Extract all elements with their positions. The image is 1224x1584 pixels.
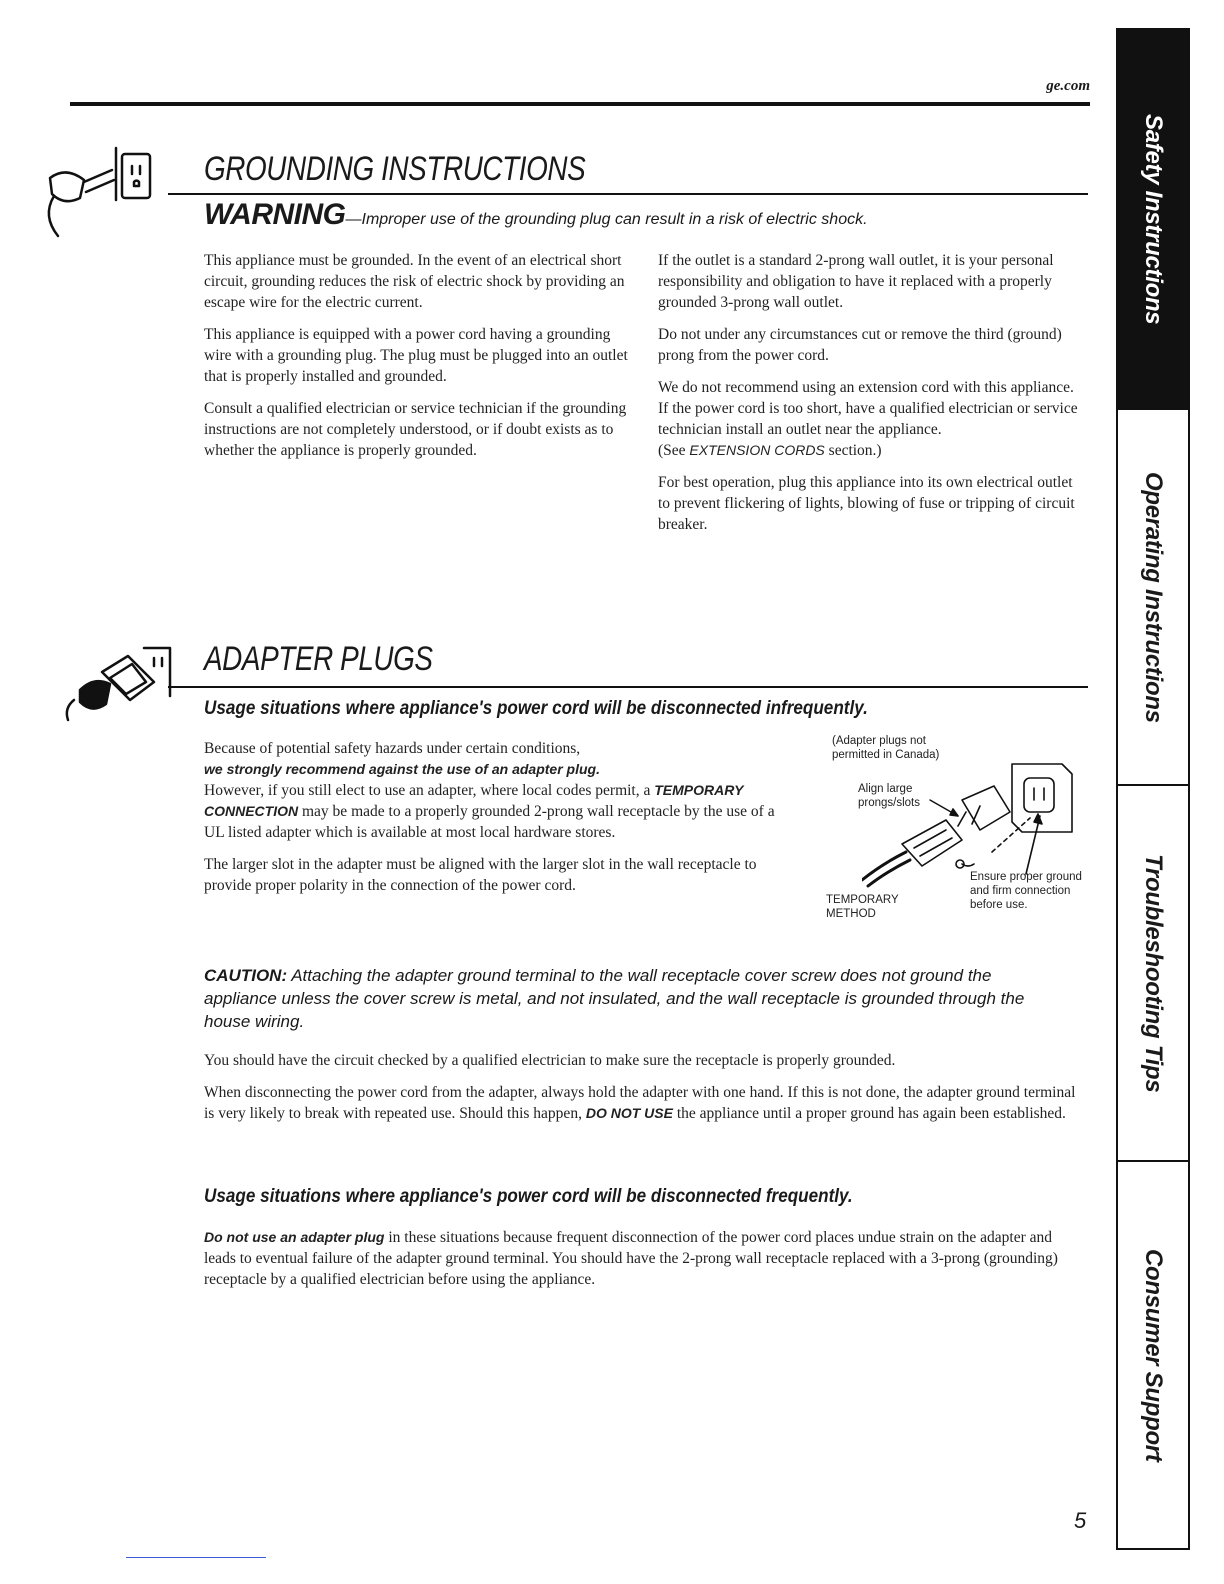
tab-label: Consumer Support bbox=[1140, 1248, 1167, 1462]
tab-label: Troubleshooting Tips bbox=[1140, 853, 1167, 1093]
section-tabs bbox=[1116, 28, 1190, 1550]
warning-line bbox=[204, 198, 868, 232]
adapter-paragraph: The larger slot in the adapter must be aligned with the larger slot in the wall receptacle to provide proper polarity in the connection of the power cord. bbox=[204, 856, 757, 894]
figure-align-label: Align large prongs/slots bbox=[858, 783, 921, 809]
bottom-mark bbox=[126, 1557, 266, 1558]
wall-outlet-icon bbox=[862, 756, 1082, 888]
grounding-plug-icon bbox=[36, 140, 172, 252]
tab-consumer-support[interactable] bbox=[1118, 1160, 1188, 1548]
grounding-paragraph: This appliance is equipped with a power cord having a grounding wire with a grounding plug. The plug must be plugged into an outlet that is properly installed and grounded. bbox=[204, 326, 628, 385]
adapter-paragraph: When disconnecting the power cord from the adapter, always hold the adapter with one hand. If this is not done, the adapter ground terminal is very likely to break with repeated use. Should this happen, DO NOT USE the appliance until a proper ground has again been established. bbox=[204, 1084, 1076, 1122]
see-reference: (See EXTENSION CORDS section.) bbox=[658, 442, 882, 459]
grounding-paragraph: This appliance must be grounded. In the event of an electrical short circuit, grounding reduces the risk of electric shock by providing an escape wire for the electric current. bbox=[204, 252, 625, 311]
grounding-title: GROUNDING INSTRUCTIONS bbox=[204, 150, 586, 188]
page-number: 5 bbox=[1074, 1508, 1087, 1533]
adapter-frequent-text bbox=[204, 1227, 1084, 1301]
figure-note: (Adapter plugs not permitted in Canada) bbox=[832, 735, 940, 761]
do-not-use: DO NOT USE bbox=[585, 1105, 673, 1121]
tab-safety-instructions[interactable] bbox=[1118, 28, 1188, 408]
grounding-paragraph: If the outlet is a standard 2-prong wall outlet, it is your personal responsibility and obligation to have it replaced with a properly grounded 3-prong wall outlet. bbox=[658, 252, 1054, 311]
temporary-connection: TEMPORARY CONNECTION bbox=[204, 782, 744, 819]
adapter-title: ADAPTER PLUGS bbox=[204, 640, 433, 678]
figure-ensure-label: Ensure proper ground and firm connection before use. bbox=[970, 871, 1082, 911]
adapter-recommendation: we strongly recommend against the use of an adapter plug. bbox=[204, 761, 600, 777]
caution-text: Attaching the adapter ground terminal to the wall receptacle cover screw does not ground the appliance unless the cover screw is metal, and not insulated, and the wall receptacle is grounded through the house wiring. bbox=[204, 966, 1025, 1031]
warning-word: WARNING bbox=[204, 198, 346, 231]
warning-text: —Improper use of the grounding plug can result in a risk of electric shock. bbox=[345, 211, 868, 228]
subhead-infrequent: Usage situations where appliance's power cord will be disconnected infrequently. bbox=[204, 698, 868, 719]
grounding-rule bbox=[168, 193, 1088, 195]
adapter-plug-icon bbox=[58, 638, 186, 728]
tab-operating-instructions[interactable] bbox=[1118, 408, 1188, 784]
adapter-paragraph: Because of potential safety hazards under certain conditions, bbox=[204, 740, 581, 757]
adapter-rule bbox=[168, 686, 1088, 688]
figure-method-label: TEMPORARY METHOD bbox=[826, 894, 899, 920]
tab-label: Operating Instructions bbox=[1140, 471, 1167, 723]
adapter-paragraph: Do not use an adapter plug in these situations because frequent disconnection of the power cord places undue strain on the adapter and leads to eventual failure of the adapter ground terminal. You should have the 2-prong wall receptacle replaced with a 3-prong (grounding) receptacle by a qualified electrician before using the appliance. bbox=[204, 1229, 1058, 1288]
grounding-paragraph: We do not recommend using an extension cord with this appliance. If the power cord is too short, have a qualified electrician or service technician install an outlet near the appliance. bbox=[658, 379, 1078, 438]
subhead-frequent: Usage situations where appliance's power cord will be disconnected frequently. bbox=[204, 1186, 853, 1207]
caution-word: CAUTION: bbox=[204, 966, 288, 985]
grounding-paragraph: For best operation, plug this appliance into its own electrical outlet to prevent flickering of lights, blowing of fuse or tripping of circuit breaker. bbox=[658, 474, 1075, 533]
grounding-paragraph: Consult a qualified electrician or service technician if the grounding instructions are not completely understood, or if doubt exists as to whether the appliance is properly grounded. bbox=[204, 400, 627, 459]
caution-block bbox=[204, 964, 1064, 1033]
top-rule bbox=[70, 102, 1090, 106]
grounding-left-column bbox=[204, 250, 632, 472]
do-not-use-adapter: Do not use an adapter plug bbox=[204, 1229, 385, 1245]
grounding-right-column bbox=[658, 250, 1078, 546]
adapter-lower-text bbox=[204, 1050, 1084, 1135]
site-url: ge.com bbox=[1046, 78, 1090, 94]
adapter-paragraph: You should have the circuit checked by a qualified electrician to make sure the receptacle is properly grounded. bbox=[204, 1052, 896, 1069]
tab-troubleshooting-tips[interactable] bbox=[1118, 784, 1188, 1160]
adapter-text-column bbox=[204, 738, 784, 907]
see-reference-link: EXTENSION CORDS bbox=[689, 442, 825, 458]
grounding-paragraph: Do not under any circumstances cut or remove the third (ground) prong from the power cord. bbox=[658, 326, 1062, 364]
adapter-paragraph: However, if you still elect to use an adapter, where local codes permit, a TEMPORARY CONNECTION may be made to a properly grounded 2-prong wall receptacle by the use of a UL listed adapter which is available at most local hardware stores. bbox=[204, 782, 775, 841]
tab-label: Safety Instructions bbox=[1140, 113, 1167, 325]
